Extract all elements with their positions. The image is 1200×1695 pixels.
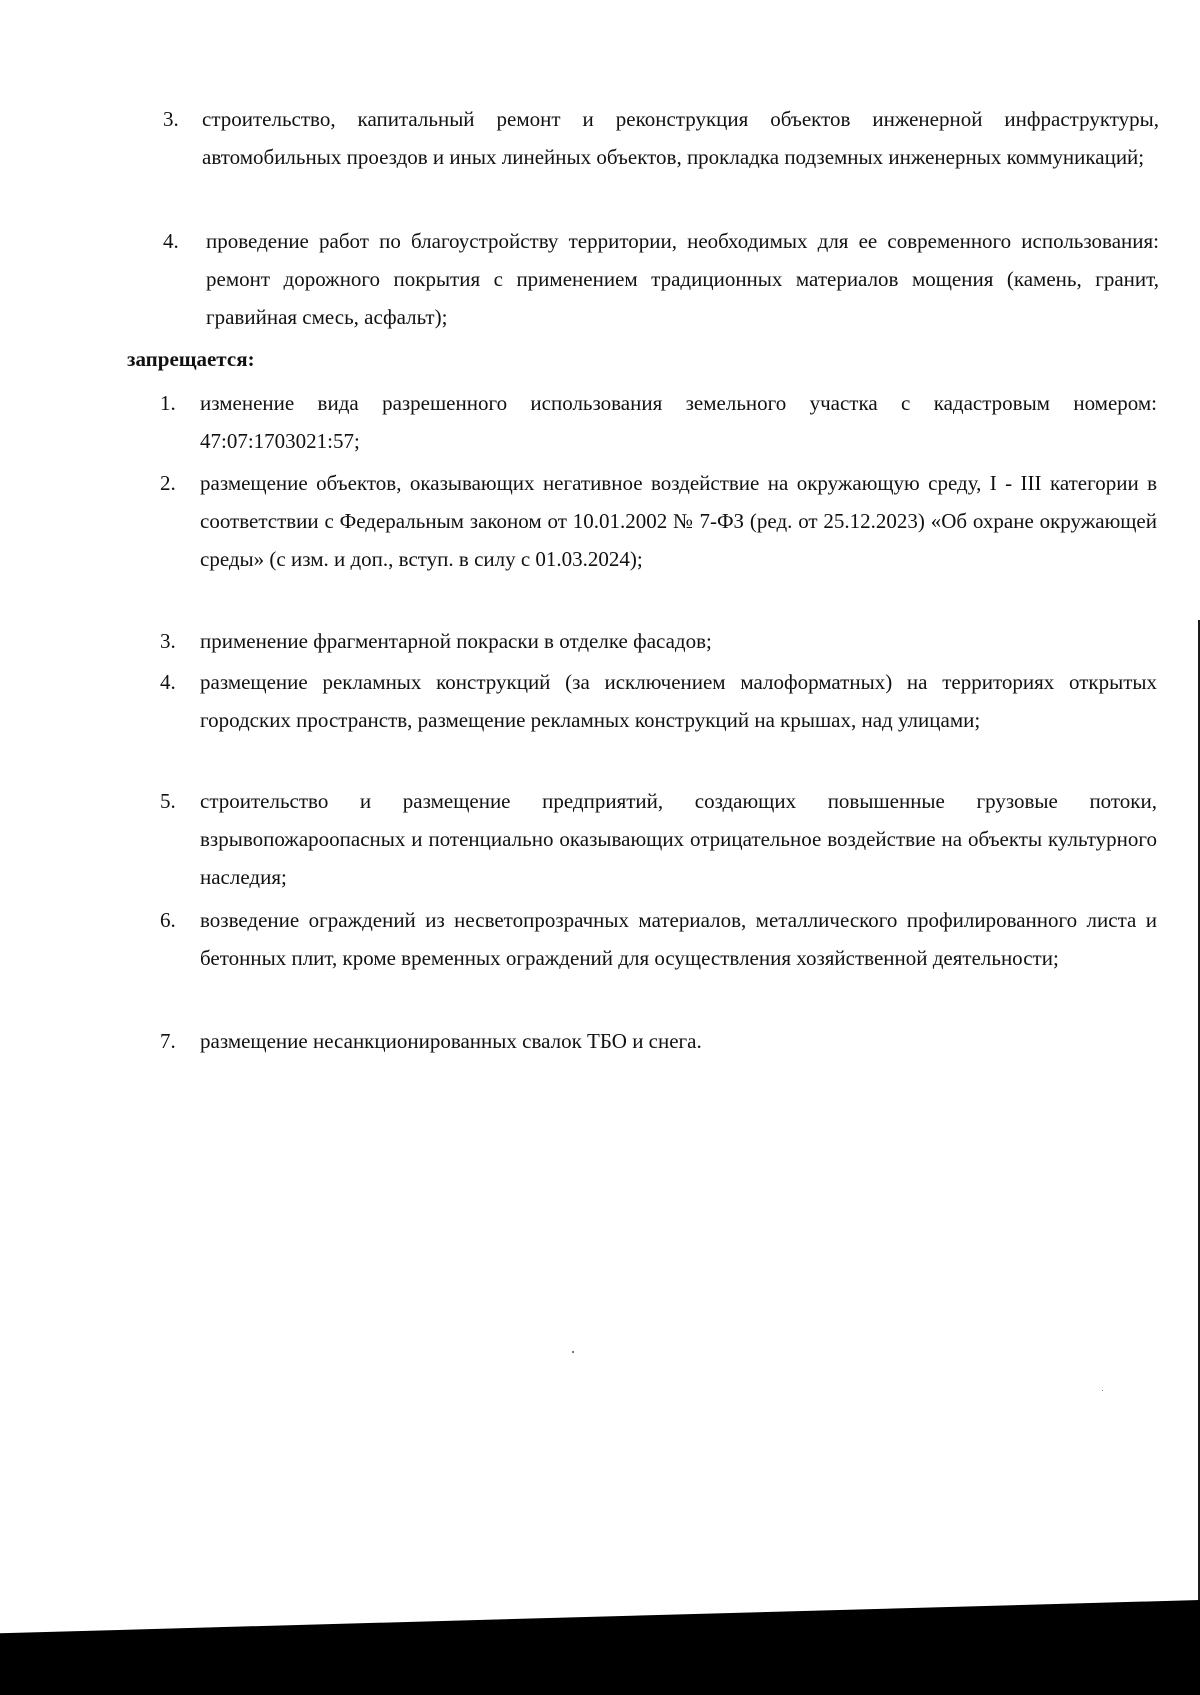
list-item-text: размещение объектов, оказывающих негативное воздействие на окружающую среду, I - III категории в соответствии с Федеральным законом от 10.01.2002 № 7-ФЗ (ред. от 25.12.2023) «Об охране окружающей среды» (с изм. и доп., вступ. в силу с 01.03.2024); — [200, 471, 1157, 571]
list-item-text: возведение ограждений из несветопрозрачных материалов, металлического профилированного листа и бетонных плит, кроме временных ограждений для осуществления хозяйственной деятельности; — [200, 908, 1157, 970]
list-item-number: 4. — [160, 670, 176, 694]
list-item-text: строительство и размещение предприятий, создающих повышенные грузовые потоки, взрывопожароопасных и потенциально оказывающих отрицательное воздействие на объекты культурного наследия; — [200, 789, 1157, 889]
list-item-text: изменение вида разрешенного использования земельного участка с кадастровым номером: 47:07:1703021:57; — [200, 391, 1157, 453]
list-item-number: 6. — [160, 908, 176, 932]
scan-speck — [1102, 1390, 1103, 1391]
list-item-text: проведение работ по благоустройству территории, необходимых для ее современного использования: ремонт дорожного покрытия с применением традиционных материалов мощения (камень, гранит, гравийная смесь, асфальт); — [206, 229, 1159, 329]
list-item-text: применение фрагментарной покраски в отделке фасадов; — [200, 629, 712, 653]
scan-speck — [572, 1351, 574, 1353]
list-item-number: 3. — [160, 629, 176, 653]
scan-bottom-shadow — [0, 1600, 1200, 1695]
list-item-text: размещение рекламных конструкций (за исключением малоформатных) на территориях открытых городских пространств, размещение рекламных конструкций на крышах, над улицами; — [200, 670, 1157, 732]
list-item-number: 1. — [160, 391, 176, 415]
list-item-text: строительство, капитальный ремонт и реконструкция объектов инженерной инфраструктуры, автомобильных проездов и иных линейных объектов, прокладка подземных инженерных коммуникаций; — [202, 107, 1159, 169]
list-item-number: 4. — [163, 229, 179, 253]
list-item-number: 7. — [160, 1029, 176, 1053]
prohibited-heading: запрещается: — [127, 347, 255, 371]
list-item-number: 5. — [160, 789, 176, 813]
list-item-number: 2. — [160, 471, 176, 495]
list-item-text: размещение несанкционированных свалок ТБО и снега. — [200, 1029, 702, 1053]
list-item-number: 3. — [163, 107, 179, 131]
